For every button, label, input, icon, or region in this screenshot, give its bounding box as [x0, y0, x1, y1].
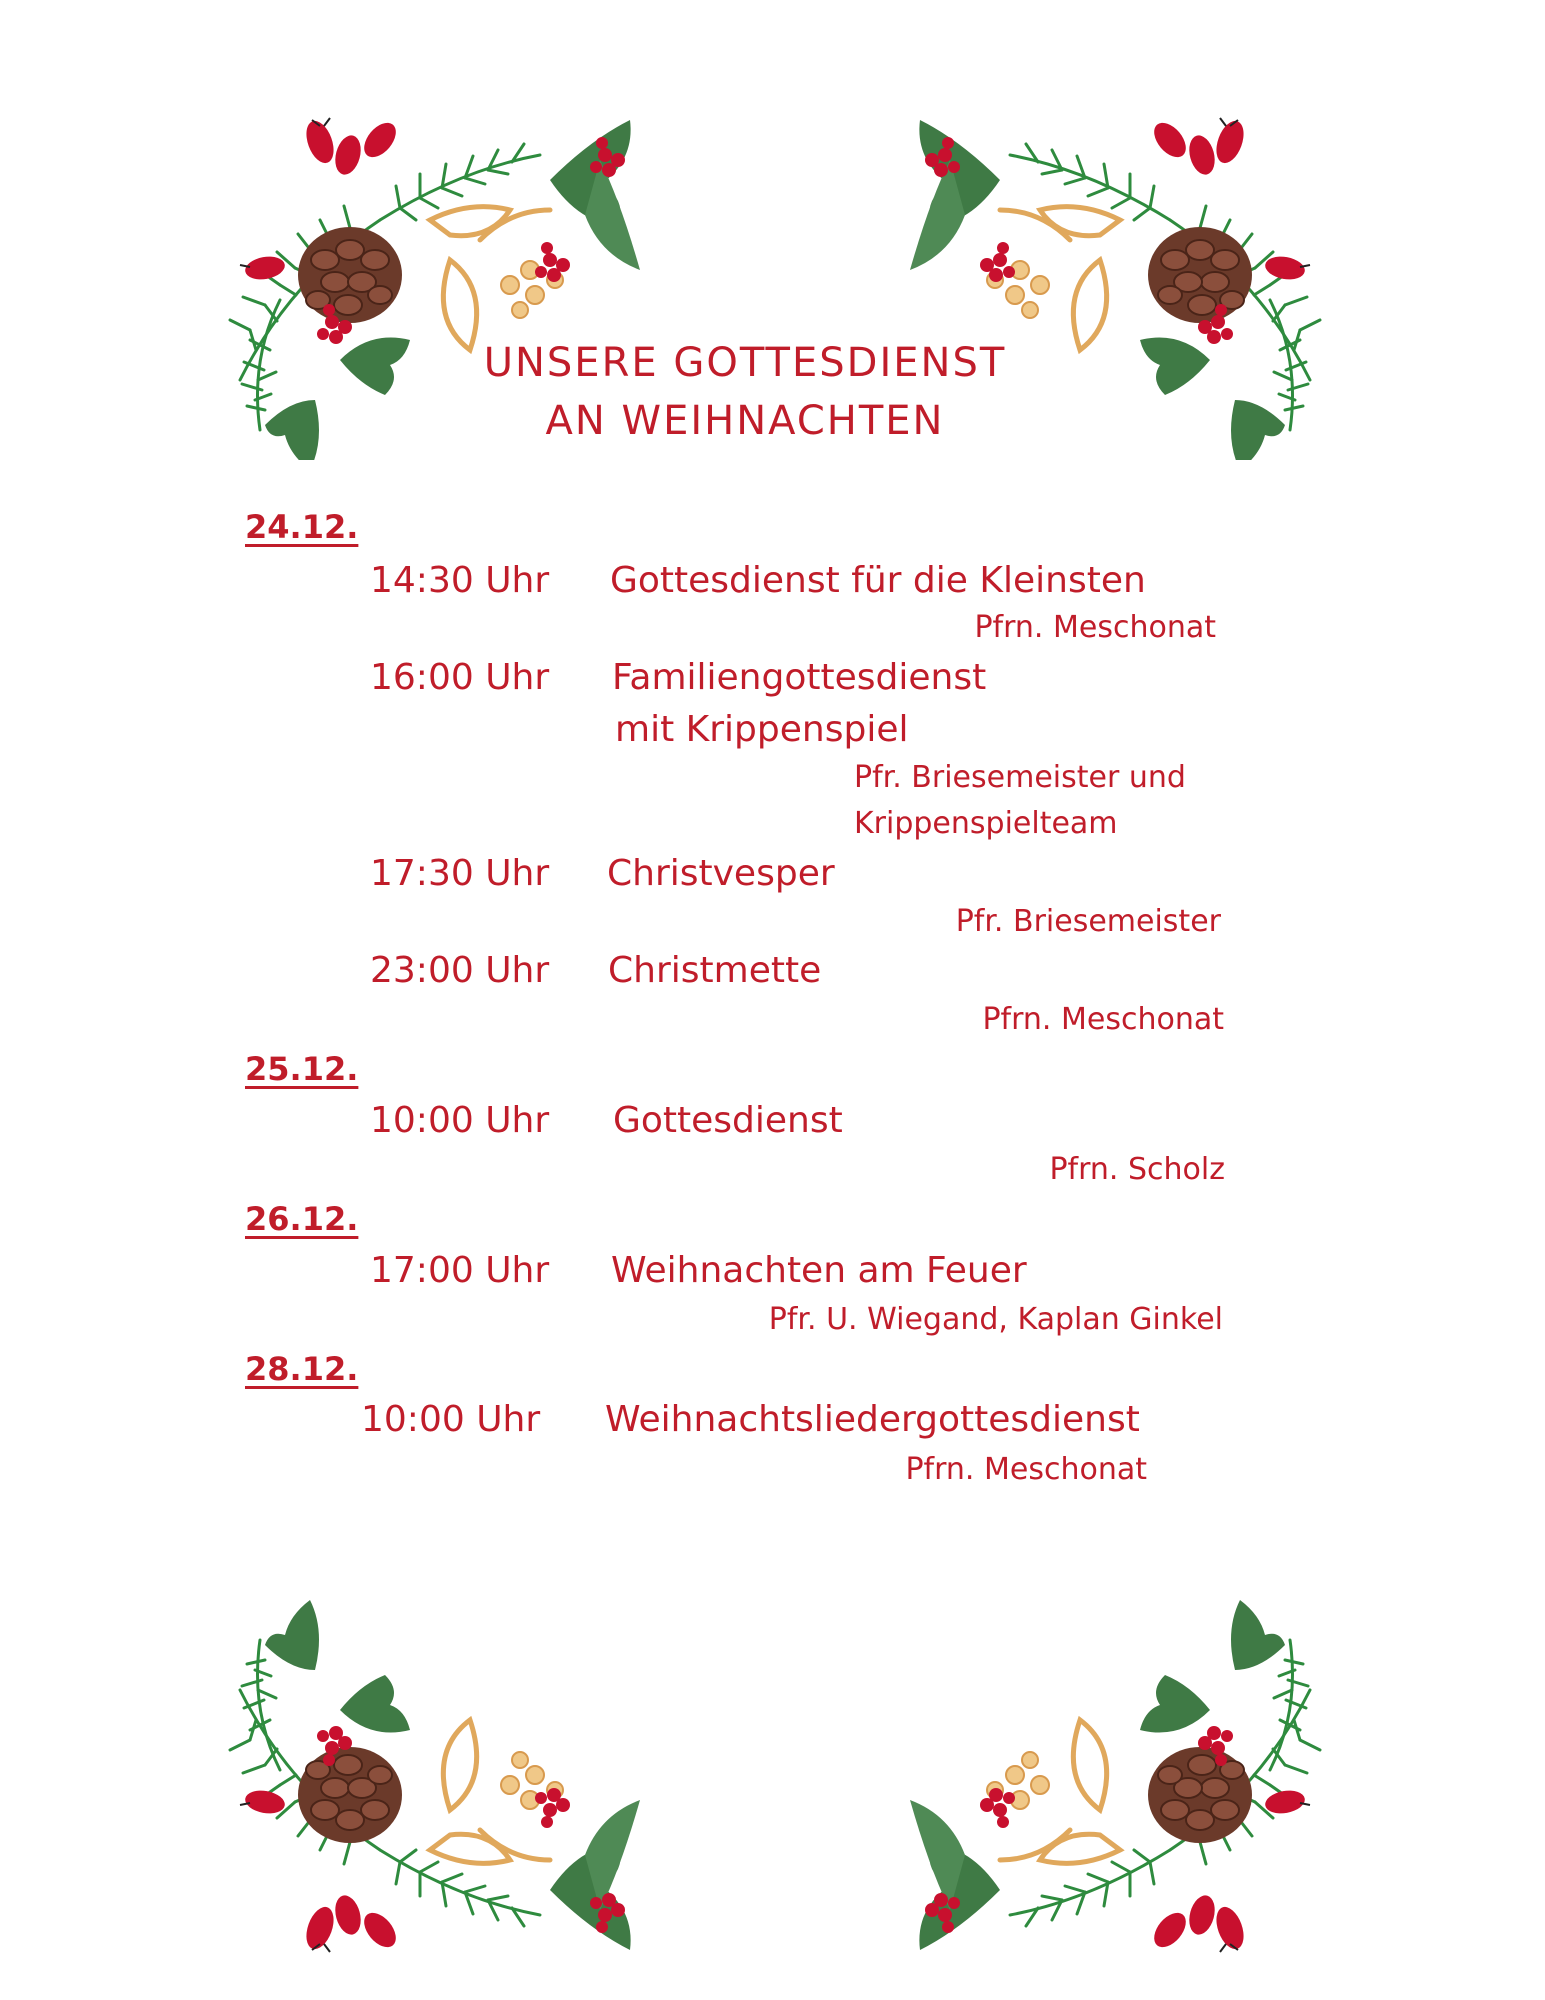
bottom-garland-decoration [220, 1590, 1330, 1970]
event-service: Gottesdienst für die Kleinsten [610, 560, 1146, 601]
event-time: 16:00 Uhr [370, 657, 550, 698]
event-leader: Pfr. U. Wiegand, Kaplan Ginkel [768, 1302, 1223, 1337]
date-heading: 26.12. [245, 1200, 359, 1238]
event-time: 23:00 Uhr [370, 950, 550, 991]
event-leader: Pfrn. Meschonat [974, 610, 1216, 645]
event-time: 14:30 Uhr [370, 560, 550, 601]
date-heading: 24.12. [245, 508, 359, 546]
title-line-2: AN WEIHNACHTEN [545, 398, 945, 444]
title-line-1: UNSERE GOTTESDIENST [483, 340, 1007, 386]
event-leader-line-2: Krippenspielteam [854, 806, 1118, 841]
event-service: Familiengottesdienst [612, 657, 987, 698]
event-time: 17:30 Uhr [370, 853, 550, 894]
event-service: Christmette [608, 950, 822, 991]
event-time: 10:00 Uhr [370, 1100, 550, 1141]
event-leader: Pfrn. Meschonat [905, 1452, 1147, 1487]
date-heading: 25.12. [245, 1050, 359, 1088]
event-service-line-2: mit Krippenspiel [615, 709, 909, 750]
event-service: Weihnachtsliedergottesdienst [605, 1399, 1140, 1440]
event-leader: Pfrn. Scholz [1049, 1152, 1225, 1187]
event-leader: Pfrn. Meschonat [982, 1002, 1224, 1037]
event-service: Gottesdienst [613, 1100, 843, 1141]
page-title [0, 334, 1490, 450]
event-service: Weihnachten am Feuer [611, 1250, 1027, 1291]
event-time: 10:00 Uhr [361, 1399, 541, 1440]
event-leader: Pfr. Briesemeister und [854, 760, 1186, 795]
event-leader: Pfr. Briesemeister [955, 904, 1221, 939]
event-service: Christvesper [607, 853, 835, 894]
date-heading: 28.12. [245, 1350, 359, 1388]
event-time: 17:00 Uhr [370, 1250, 550, 1291]
